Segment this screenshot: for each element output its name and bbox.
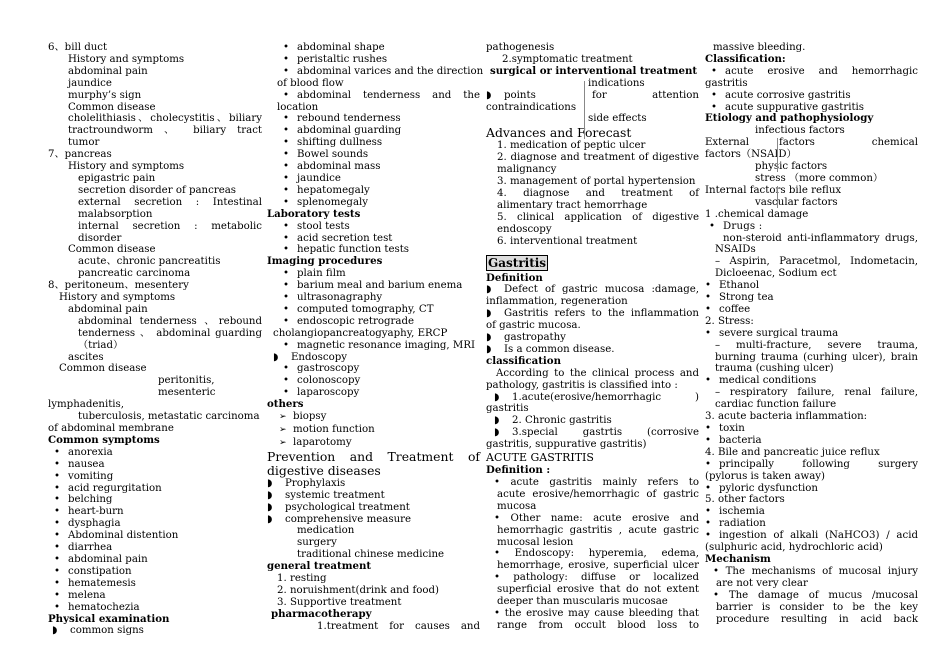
brace-line [584,81,585,139]
text-line: tenderness 、 abdominal guarding [78,327,262,339]
text-line: external secretion : Intestinal [78,196,262,208]
list-item: • severe surgical trauma [705,328,918,340]
list-item: • acid secretion test [277,233,480,245]
heading-mechanism: Mechanism [705,552,771,565]
text-line: 2. Stress: [705,315,754,327]
list-item: • Drugs : [705,221,918,233]
spacer [486,248,699,253]
text-span: points [504,89,536,101]
heading-etiology: Etiology and pathophysiology [705,112,874,125]
text-line: Common disease [68,101,156,113]
text-line: indications [588,77,645,89]
list-item: • abdominal mass [277,161,480,173]
list-item: 3. Supportive treatment [277,596,402,608]
list-item: ◗ comprehensive measure [267,514,480,526]
text-line: disorder [78,232,122,244]
list-item: • colonoscopy [277,375,480,387]
list-item: ◗ 1.acute(erosive/hemorrhagic ) [486,392,699,404]
text-line: 2.symptomatic treatment [502,53,633,65]
text-line: Common disease [59,363,147,375]
text-line: peritonitis, mesenteric [158,375,216,399]
brace-line [777,138,778,172]
text-line: of abdominal membrane [48,423,174,434]
text-line: (sulphuric acid, hydrochloric acid) [705,542,883,554]
text-line: cholangiopancreatogyaphy, ERCP [273,327,448,339]
list-item: • Strong tea [705,292,918,304]
list-item: • laparoscopy [277,387,480,399]
list-item: • dysphagia [48,518,262,530]
text-line: massive bleeding. [713,42,806,53]
heading-classification: classification [486,354,562,367]
text-line: barrier is consider to be the key [716,601,918,613]
text-line: procedure resulting in acid back [716,613,918,625]
list-item: • abdominal guarding [277,125,480,137]
heading-lab-tests: Laboratory tests [267,207,361,220]
list-item: • rebound tenderness [277,113,480,125]
text-line: 1 .chemical damage [705,208,809,220]
text-line: According to the clinical process and [496,367,699,379]
text-line: NSAIDs [715,244,756,256]
brace-line [777,186,778,208]
text-line: (pylorus is taken away) [705,470,826,482]
text-line: internal secretion : metabolic [78,220,262,232]
list-item: ➢ motion function [277,424,480,437]
text-line: abdominal pain [68,65,148,77]
text-line: hemorrhage, erosive, superficial ulcer [497,560,699,572]
list-item: • constipation [48,566,262,578]
list-item: • jaundice [277,173,480,185]
list-item: 3. management of portal hypertension [497,176,696,188]
section-bill-duct: 6、bill duct [48,42,108,53]
text-line: mucosal lesion [497,536,574,548]
text-line: 3. acute bacteria inflammation: [705,411,868,423]
list-item: ◗ Gastritis refers to the inflammation [486,308,699,320]
list-item: ◗ Endoscopy [273,352,480,364]
list-item: 1. resting [277,573,327,585]
text-line: inflammation, regeneration [486,296,628,308]
text-line: History and symptoms [68,53,185,65]
list-item: • nausea [48,459,262,471]
list-item: • toxin [705,423,918,435]
text-line: pathogenesis [486,42,555,53]
text-line: pathology, gastritis is classified into : [486,379,678,391]
list-item: • computed tomography, CT [277,304,480,316]
list-item: • peristaltic rushes [277,54,480,66]
heading-prevention-cont: digestive diseases [267,462,381,478]
list-item: • hepatic function tests [277,244,480,256]
list-item: • acute corrosive gastritis [705,90,918,102]
list-item: • melena [48,590,262,602]
list-item: • principally following surgery [705,459,918,471]
text-line: physic factors [755,161,828,173]
list-item: • anorexia [48,447,262,459]
text-line: • Endoscopy: hyperemia, edema, [494,548,699,560]
list-item: ◗ gastropathy [486,332,699,344]
text-line: range from occult blood loss to [497,619,699,631]
text-line: acute、chronic pancreatitis [78,256,221,268]
text-line: • The mechanisms of mucosal injury [713,565,918,577]
list-item: • magnetic resonance imaging, MRI [277,340,480,352]
list-item: • Ethanol [705,280,918,292]
list-item: ◗ 2. Chronic gastritis [486,415,699,427]
list-item: 2. noruishment(drink and food) [277,584,440,596]
heading-physical-exam: Physical examination [48,612,170,625]
text-line: 5. other factors [705,494,785,506]
list-item: • shifting dullness [277,137,480,149]
list-item: • hematemesis [48,578,262,590]
list-item: • Bowel sounds [277,149,480,161]
text-line: History and symptoms [59,292,176,304]
heading-acute-gastritis: ACUTE GASTRITIS [486,451,594,465]
section-pancreas: 7、pancreas [48,149,112,161]
text-line: malabsorption [78,208,153,220]
text-line: are not very clear [716,577,808,589]
list-item: • ischemia [705,506,918,518]
column-1 [48,42,262,637]
list-item: • stool tests [277,221,480,233]
list-item: • ultrasonagraphy [277,292,480,304]
text-line: tuberculosis, metastatic carcinoma [78,411,260,423]
list-item: • medical conditions [705,375,918,387]
heading-surgical: surgical or interventional treatment [490,64,698,77]
text-line: deeper than muscularis mucosae [497,596,668,608]
text-line: location [277,101,319,113]
text-span: External [705,137,750,149]
heading-definition: Definition [486,271,543,284]
text-line: superficial erosive that do not extent [497,584,699,596]
list-item: • diarrhea [48,542,262,554]
list-item: 2. diagnose and treatment of digestive [497,152,699,164]
text-line: ascites [68,351,104,363]
list-item: alimentary tract hemorrhage [497,199,648,211]
text-line: trauma (cushing ulcer) [715,363,834,375]
text-line: of gastric mucosa. [486,320,581,332]
heading-prevention: Prevention and Treatment of [267,448,480,464]
text-span: for [592,89,607,101]
text-line: • The damage of mucus /mucosal [713,589,918,601]
heading-classification: Classification: [705,52,786,65]
text-line: acute erosive/hemorrhagic of gastric [497,488,699,500]
list-item: ➢ laparotomy [277,437,480,450]
list-item: • belching [48,494,262,506]
list-item: • abdominal tenderness and the [277,90,480,102]
text-line: non-steroid anti-inflammatory drugs, [723,232,918,244]
list-item: • pyloric dysfunction [705,483,918,495]
list-item: • vomiting [48,471,262,483]
list-item: • ingestion of alkali (NaHCO3) / acid [705,530,918,542]
text-line: abdominal pain [68,303,148,315]
text-line: – respiratory failure, renal failure, [715,387,918,399]
list-item: ◗ Prophylaxis [267,478,480,490]
list-item: • endoscopic retrograde [277,316,480,328]
text-line: tumor [68,137,100,149]
text-line: abdominal tenderness 、rebound [78,315,262,327]
list-item: 5. clinical application of digestive [497,211,699,223]
text-line: stress （more common） [755,172,884,184]
list-item: • Abdominal distention [48,530,262,542]
list-item: • abdominal pain [48,554,262,566]
text-line: gastritis [486,403,529,415]
heading-others: others [267,398,304,411]
column-4 [705,42,918,625]
list-item: ◗ psychological treatment [267,502,480,514]
list-item: ◗ Defect of gastric mucosa :damage, [486,284,699,296]
text-span: chemical [871,137,918,149]
list-item: • barium meal and barium enema [277,280,480,292]
text-line: epigastric pain [78,172,156,184]
heading-pharmacotherapy: pharmacotherapy [271,607,372,620]
text-line: • the erosive may cause bleeding that [494,607,699,619]
list-item: • acute erosive and hemorrhagic [705,66,918,78]
text-line: burning trauma (curhing ulcer), brain [715,351,918,363]
text-line: pancreatic carcinoma [78,268,191,280]
heading-imaging: Imaging procedures [267,255,383,268]
list-item: • abdominal varices and the direction [277,66,480,78]
list-item: 4. diagnose and treatment of [497,187,699,199]
column-3 [486,42,699,632]
list-item: • coffee [705,304,918,316]
text-line: jaundice [68,77,112,89]
text-line: murphy’s sign [68,89,142,101]
text-line: 1.treatment for causes and [317,620,480,632]
list-item: • hepatomegaly [277,185,480,197]
text-line: • Other name: acute erosive and [494,512,699,524]
text-line: Dicloeenac, Sodium ect [715,268,837,280]
list-item: • plain film [277,268,480,280]
bullet-icon [486,90,504,101]
text-line: 4. Bile and pancreatic juice reflux [705,446,880,458]
text-line [705,137,918,149]
text-line: • acute gastritis mainly refers to [494,477,699,488]
text-line: secretion disorder of pancreas [78,184,237,196]
text-line: medication [297,525,355,537]
text-line: – multi-fracture, severe trauma, [715,339,918,351]
gastritis-title-box: Gastritis [488,255,547,270]
text-line: Common disease [68,244,156,256]
heading-definition-2: Definition : [486,464,551,477]
list-item: • acid regurgitation [48,483,262,495]
list-item: • abdominal shape [277,42,480,54]
text-line: cardiac function failure [715,399,837,411]
list-item: malignancy [497,164,557,176]
text-line: • pathology: diffuse or localized [494,572,699,584]
heading-common-symptoms: Common symptoms [48,433,160,446]
text-line: contraindications [486,101,577,113]
text-line: side effects [588,113,647,125]
text-line: tractroundworm 、 biliary tract [68,125,262,137]
text-line [486,90,699,102]
list-item: ◗ Is a common disease. [486,344,699,356]
list-item: • gastroscopy [277,363,480,375]
text-line: History and symptoms [68,161,185,173]
text-line: hemorrhagic gastritis , acute gastric [497,524,699,536]
list-item: • hematochezia [48,602,262,614]
text-line: surgery [297,537,337,549]
list-item: endoscopy [497,223,552,235]
list-item: ◗ systemic treatment [267,490,480,502]
heading-advances: Advances and Forecast [486,125,632,141]
list-item: • radiation [705,518,918,530]
list-item: ◗ 3.special gastrtis (corrosive [486,427,699,439]
text-line: infectious factors [755,125,845,137]
text-line: lymphadenitis, [48,399,125,411]
list-item: • bacteria [705,435,918,447]
section-peritoneum: 8、peritoneum、mesentery [48,280,189,292]
text-line: mucosa [497,500,537,512]
list-item: 6. interventional treatment [497,235,638,247]
list-item: • splenomegaly [277,197,480,209]
text-line: （triad） [78,339,124,351]
text-line: gastritis [705,77,748,89]
text-line: cholelithiasis、cholecystitis、biliary [68,113,262,125]
text-line: vascular factors [755,196,838,208]
text-line: of blood flow [277,77,344,89]
text-line: traditional chinese medicine [297,549,445,561]
list-item: • acute suppurative gastritis [705,102,918,114]
text-span: attention [652,89,699,101]
text-line: factors（NSAID） [705,149,797,161]
list-item: • heart-burn [48,506,262,518]
heading-general-treatment: general treatment [267,560,372,573]
text-line: Internal factors bile reflux [705,184,842,196]
text-span: factors [779,137,815,149]
list-item: ◗ common signs [48,625,262,637]
list-item: 1. medication of peptic ulcer [497,140,646,152]
column-2 [267,42,484,633]
text-line: – Aspirin, Paracetmol, Indometacin, [715,256,918,268]
text-line: gastritis, suppurative gastritis) [486,439,647,451]
list-item: ➢ biopsy [277,411,480,424]
